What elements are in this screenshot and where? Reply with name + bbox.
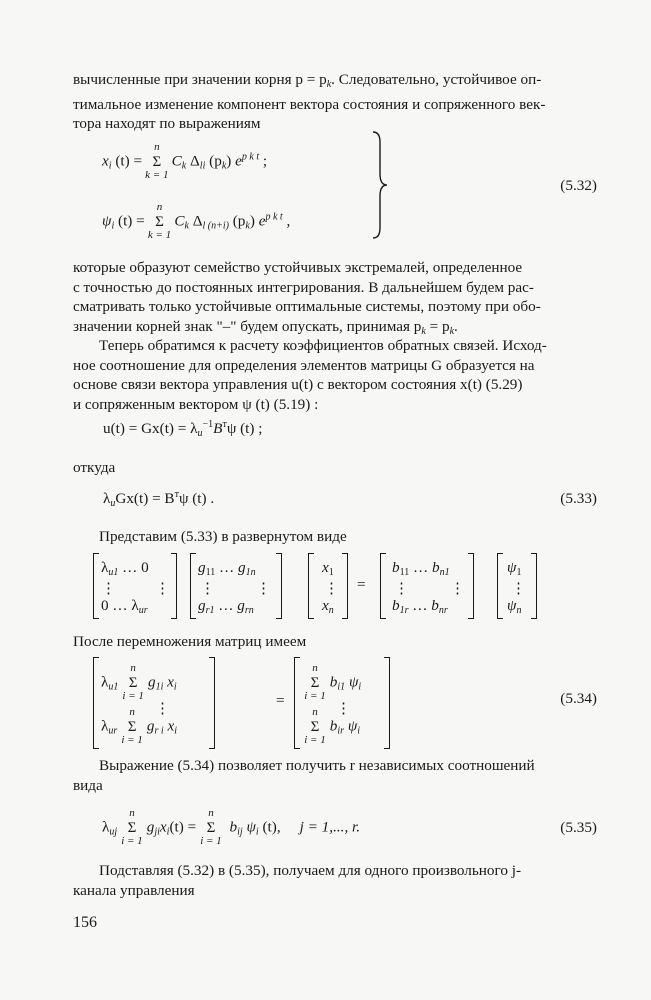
- equation-number-5-34: (5.34): [560, 690, 597, 707]
- summation-operator: n Σ k = 1: [147, 201, 172, 241]
- paragraph-3: Теперь обратимся к расчету коэффициентов обратных связей. Исход- ное соотношение для определения элементов матрицы G образуется на основе связи вектора управления u(t) с вектором состояния x(t) (5.29) и сопряженным вектором ψ (t) (5.19) :: [73, 337, 547, 413]
- paragraph-2: которые образуют семейство устойчивых экстремалей, определенное с точностью до постоянных интегрирования. В дальнейшем будем рас- сматривать только устойчивые оптимальные системы, поэтому при обо- значении корней знак "–" будем опускать, принимая $p_k = p_k$.: [73, 259, 541, 337]
- equation-5-32-line-2: $\psi_i$ (t) = n Σ k = 1 $C_k$ $\Delta_{l (n+i)}$ $(p_k)$ $e^{p k t}$ ,: [102, 201, 291, 241]
- paragraph-7: Подставляя (5.32) в (5.35), получаем для одного произвольного j- канала управления: [73, 862, 522, 899]
- vector-psi: $\psi_1$ ⋮ $\psi_n$: [497, 553, 537, 619]
- word-otkuda: откуда: [73, 459, 116, 476]
- matrix-lambda: $\lambda_{u1}$ … 0 ⋮ ⋮ 0 … $\lambda_{ur}$: [93, 553, 177, 619]
- matrix-5-34-left: $\lambda_{u1}$ n Σ i = 1 $g_{1i}$ $x_i$ ⋮ $\lambda_{ur}$ n Σ i = 1 $g_{r i}$ $x_i$: [93, 657, 215, 749]
- summation-operator: n Σ i = 1: [200, 807, 222, 847]
- equation-number-5-32: (5.32): [560, 177, 597, 194]
- right-brace: [370, 130, 390, 240]
- paragraph-6: Выражение (5.34) позволяет получить r независимых соотношений вида: [73, 757, 535, 794]
- paragraph-4: Представим (5.33) в развернутом виде: [99, 528, 347, 545]
- summation-operator: n Σ i = 1: [304, 706, 326, 746]
- equation-number-5-33: (5.33): [560, 490, 597, 507]
- equation-5-35: $\lambda_{uj}$ n Σ i = 1 $g_{ji}x_i(t)$ = n Σ i = 1 $b_{ij}$ $\psi_i$ (t), j = 1,..., r.: [102, 807, 361, 847]
- matrix-b: $b_{11}$ … $b_{n1}$ ⋮ ⋮ $b_{1r}$ … $b_{nr}$: [380, 553, 474, 619]
- summation-operator: n Σ i = 1: [121, 807, 143, 847]
- equals-5-34: =: [276, 692, 285, 709]
- matrix-g: $g_{11}$ … $g_{1n}$ ⋮ ⋮ $g_{r1}$ … $g_{rn}$: [190, 553, 282, 619]
- paragraph-1: вычисленные при значении корня $p = p_k$. Следовательно, устойчивое оп- тимальное изменение компонент вектора состояния и сопряженного век- тора находят по выражениям: [73, 71, 546, 132]
- summation-operator: n Σ i = 1: [121, 706, 143, 746]
- summation-operator: n Σ i = 1: [122, 662, 144, 702]
- vector-x: $x_1$ ⋮ $x_n$: [308, 553, 348, 619]
- equation-control-vector: $u(t) = Gx(t) = \lambda_u^{-1}B^т\psi$ (t) ;: [103, 419, 263, 439]
- matrix-5-34-right: n Σ i = 1 $b_{i1}$ $\psi_i$ ⋮ n Σ i = 1 $b_{ir}$ $\psi_i$: [294, 657, 390, 749]
- equation-number-5-35: (5.35): [560, 819, 597, 836]
- summation-operator: n Σ i = 1: [304, 662, 326, 702]
- page-number: 156: [73, 914, 97, 931]
- summation-operator: n Σ k = 1: [145, 141, 169, 181]
- matrix-equals: =: [357, 576, 366, 593]
- paragraph-5: После перемножения матриц имеем: [73, 633, 307, 650]
- equation-5-32-line-1: $x_i$ (t) = n Σ k = 1 $C_k$ $\Delta_{li}$ $(p_k)$ $e^{p k t}$ ;: [102, 141, 268, 181]
- equation-5-33: $\lambda_uGx(t) = B^т\psi$ (t) .: [103, 489, 215, 509]
